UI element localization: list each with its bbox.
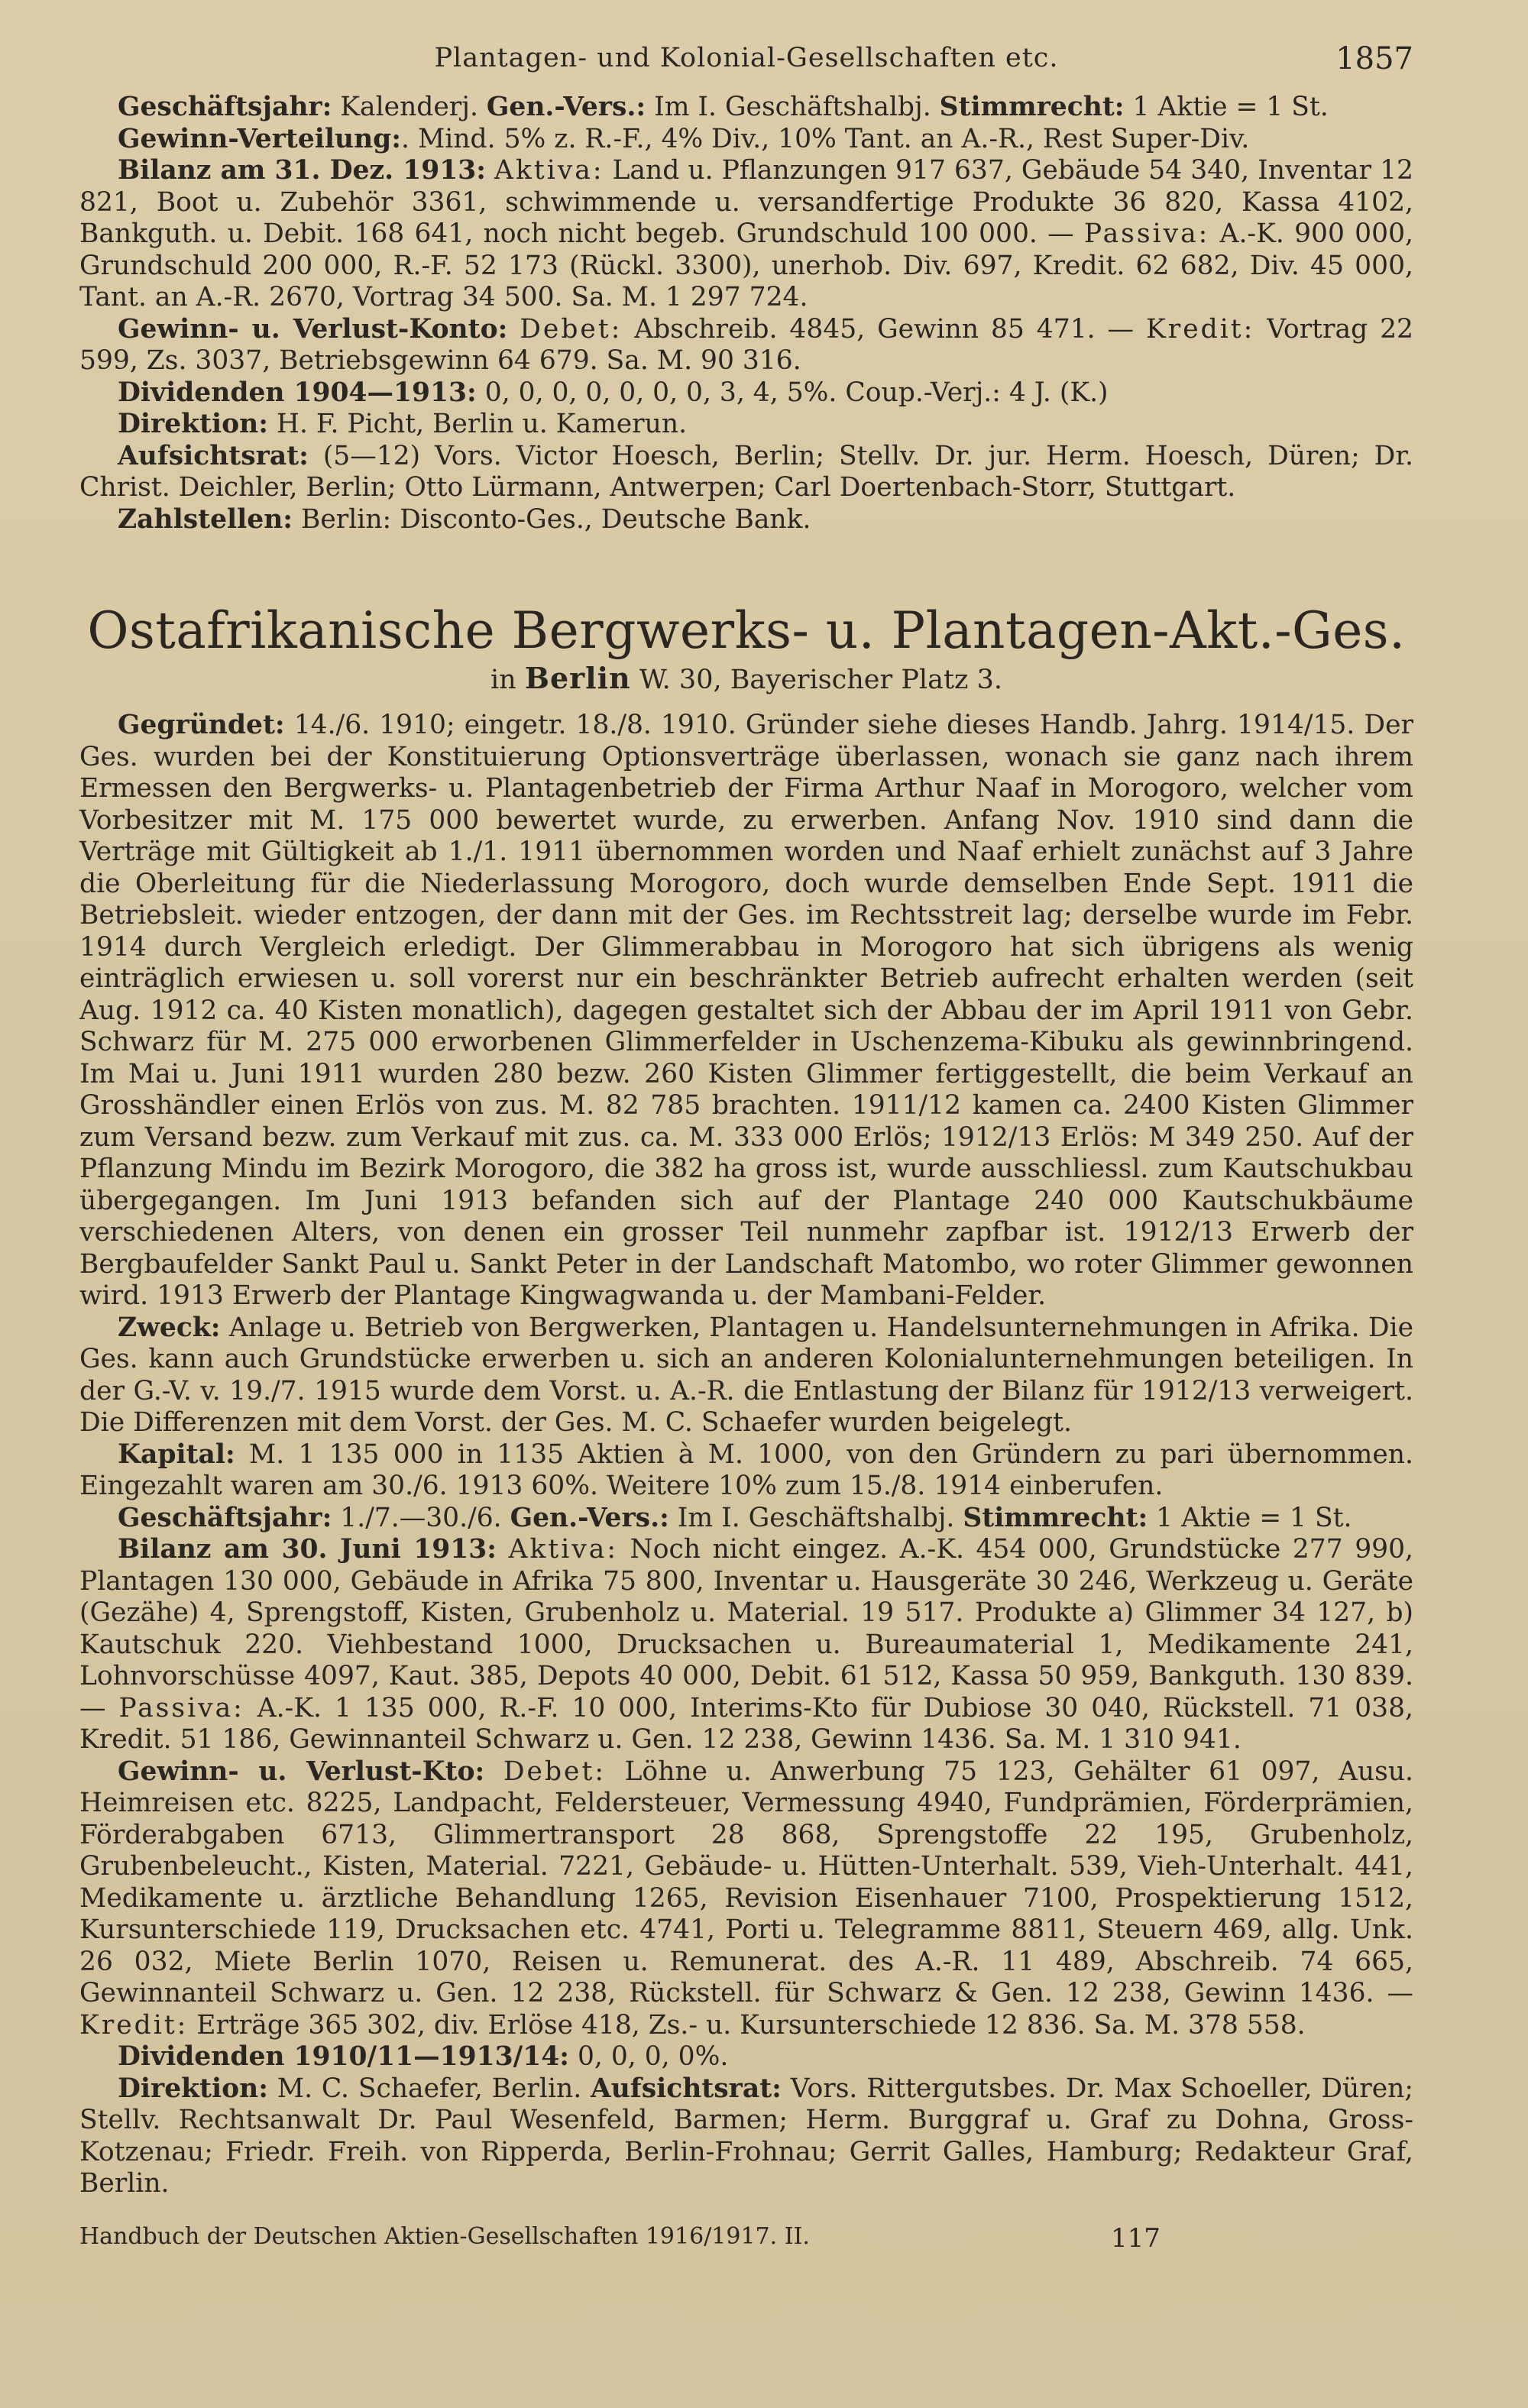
- label: Kredit:: [79, 2009, 189, 2041]
- zweck: [79, 1312, 1413, 1439]
- label: Bilanz am 31. Dez. 1913:: [118, 155, 486, 186]
- label: Aktiva:: [508, 1534, 618, 1565]
- label: Gewinn- u. Verlust-Kto:: [118, 1756, 485, 1787]
- company-address: [79, 659, 1413, 699]
- running-title: Plantagen- und Kolonial-Gesellschaften etc.: [434, 43, 1059, 73]
- label: Kredit:: [1145, 313, 1255, 345]
- dividenden: [79, 2041, 1413, 2073]
- direktion-aufsichtsrat: [79, 2073, 1413, 2200]
- text: M. 1 135 000 in 1135 Aktien à M. 1000, von den Gründern zu pari übernommen. Eingezahlt waren am 30./6. 1913 60%. Weitere 10% zum 15./8. 1914 einberufen.: [79, 1439, 1413, 1501]
- label: Dividenden 1904—1913:: [118, 377, 477, 408]
- gegruendet: [79, 710, 1413, 1312]
- label: Gen.-Vers.:: [486, 92, 646, 122]
- publication-title: Handbuch der Deutschen Aktien-Gesellschaften 1916/1917. II.: [79, 2222, 810, 2250]
- prev-bilanz: [79, 155, 1413, 314]
- prev-direktion: [79, 409, 1413, 441]
- text: Noch nicht eingez. A.-K. 454 000, Grundstücke 277 990, Plantagen 130 000, Gebäude in Afrika 75 800, Inventar u. Hausgeräte 30 246, Werkzeug u. Geräte (Gezähe) 4, Sprengstoff, Kisten, Grubenholz u. Material. 19 517. Produkte a) Glimmer 34 127, b) Kautschuk 220. Viehbestand 1000, Drucksachen u. Bureaumaterial 1, Medikamente 241, Lohnvorschüsse 4097, Kaut. 385, Depots 40 000, Debit. 61 512, Kassa 50 959, Bankguth. 130 839. —: [79, 1534, 1414, 1723]
- label: Aktiva:: [494, 155, 604, 186]
- text: A.-K. 900 000, Grundschuld 200 000, R.-F. 52 173 (Rückl. 3300), unerhob. Div. 697, Kredit. 62 682, Div. 45 000, Tant. an A.-R. 2670, Vortrag 34 500. Sa. M. 1 297 724.: [79, 218, 1413, 312]
- text: Vortrag 22 599, Zs. 3037, Betriebsgewinn 64 679. Sa. M. 90 316.: [79, 313, 1414, 376]
- label: Aufsichtsrat:: [591, 2073, 782, 2104]
- running-head: [79, 43, 1413, 92]
- text: (5—12) Vors. Victor Hoesch, Berlin; Stellv. Dr. jur. Herm. Hoesch, Düren; Dr. Christ. Deichler, Berlin; Otto Lürmann, Antwerpen; Carl Doertenbach-Storr, Stuttgart.: [79, 440, 1413, 503]
- text: Kalenderj.: [332, 92, 487, 122]
- text: Abschreib. 4845, Gewinn 85 471. —: [622, 313, 1146, 345]
- label: Aufsichtsrat:: [118, 440, 309, 471]
- label: Bilanz am 30. Juni 1913:: [118, 1534, 497, 1565]
- city: Berlin: [524, 661, 631, 695]
- label: Kapital:: [118, 1439, 235, 1470]
- sheet-number: 117: [1111, 2222, 1161, 2254]
- text: in: [490, 665, 525, 695]
- label: Passiva:: [118, 1692, 244, 1723]
- text: Land u. Pflanzungen 917 637, Gebäude 54 340, Inventar 12 821, Boot u. Zubehör 3361, schwimmende u. versandfertige Produkte 36 820, Kassa 4102, Bankguth. u. Debit. 168 641, noch nicht begeb. Grundschuld 100 000. —: [79, 155, 1413, 249]
- text: Vors. Rittergutsbes. Dr. Max Schoeller, Düren; Stellv. Rechtsanwalt Dr. Paul Wesenfeld, Barmen; Herm. Burggraf u. Graf zu Dohna, Gross-Kotzenau; Friedr. Freih. von Ripperda, Berlin-Frohnau; Gerrit Galles, Hamburg; Redakteur Graf, Berlin.: [79, 2073, 1413, 2199]
- text: 0, 0, 0, 0, 0, 0, 0, 3, 4, 5%. Coup.-Verj.: 4 J. (K.): [476, 377, 1109, 408]
- text: 0, 0, 0, 0%.: [569, 2041, 729, 2072]
- kapital: [79, 1439, 1413, 1503]
- company-title: Ostafrikanische Bergwerks- u. Plantagen-Akt.-Ges.: [87, 601, 1406, 660]
- prev-gewinnverteilung: [79, 124, 1413, 156]
- bilanz: [79, 1534, 1413, 1756]
- text: 1 Aktie = 1 St.: [1124, 92, 1329, 122]
- text: Berlin: Disconto-Ges., Deutsche Bank.: [293, 503, 811, 535]
- company-entry: [79, 603, 1413, 2200]
- label: Direktion:: [118, 409, 268, 439]
- label: Gewinn- u. Verlust-Konto:: [118, 313, 508, 345]
- previous-company-entry: [79, 92, 1413, 536]
- label: Debet:: [520, 313, 623, 345]
- prev-guv: [79, 314, 1413, 377]
- label: Gegründet:: [118, 710, 285, 740]
- text: Löhne u. Anwerbung 75 123, Gehälter 61 097, Ausu. Heimreisen etc. 8225, Landpacht, Feldersteuer, Vermessung 4940, Fundprämien, Förderprämien, Förderabgaben 6713, Glimmertransport 28 868, Sprengstoffe 22 195, Grubenholz, Grubenbeleucht., Kisten, Material. 7221, Gebäude- u. Hütten-Unterhalt. 539, Vieh-Unterhalt. 441, Medikamente u. ärztliche Behandlung 1265, Revision Eisenhauer 7100, Prospektierung 1512, Kursunterschiede 119, Drucksachen etc. 4741, Porti u. Telegramme 8811, Steuern 469, allg. Unk. 26 032, Miete Berlin 1070, Reisen u. Remunerat. des A.-R. 11 489, Abschreib. 74 665, Gewinnanteil Schwarz u. Gen. 12 238, Rückstell. für Schwarz & Gen. 12 238, Gewinn 1436. —: [79, 1756, 1414, 2008]
- prev-aufsichtsrat: [79, 441, 1413, 504]
- label: Direktion:: [118, 2073, 268, 2104]
- text: Erträge 365 302, div. Erlöse 418, Zs.- u. Kursunterschiede 12 836. Sa. M. 378 558.: [188, 2009, 1306, 2041]
- prev-dividenden: [79, 377, 1413, 409]
- text: Anlage u. Betrieb von Bergwerken, Plantagen u. Handelsunternehmungen in Afrika. Die Ges. kann auch Grundstücke erwerben u. sich an anderen Kolonialunternehmungen beteiligen. In der G.-V. v. 19./7. 1915 wurde dem Vorst. u. A.-R. die Entlastung der Bilanz für 1912/13 verweigert. Die Differenzen mit dem Vorst. der Ges. M. C. Schaefer wurden beigelegt.: [79, 1312, 1413, 1438]
- gewinn-verlust-konto: [79, 1756, 1413, 2042]
- label: Geschäftsjahr:: [118, 92, 332, 122]
- text: 1 Aktie = 1 St.: [1148, 1502, 1352, 1533]
- label: Stimmrecht:: [963, 1502, 1148, 1533]
- text: A.-K. 1 135 000, R.-F. 10 000, Interims-Kto für Dubiose 30 040, Rückstell. 71 038, Kredit. 51 186, Gewinnanteil Schwarz u. Gen. 12 238, Gewinn 1436. Sa. M. 1 310 941.: [79, 1692, 1413, 1755]
- text: W. 30, Bayerischer Platz 3.: [630, 665, 1003, 695]
- page-number: 1857: [1335, 41, 1413, 76]
- label: Gen.-Vers.:: [510, 1502, 669, 1533]
- label: Stimmrecht:: [939, 92, 1125, 122]
- prev-geschaeftsjahr: [79, 92, 1413, 124]
- text: Im I. Geschäftshalbj.: [646, 92, 940, 122]
- text: 1./7.—30./6.: [332, 1502, 510, 1533]
- label: Debet:: [503, 1756, 606, 1787]
- spacer: [79, 536, 1413, 603]
- label: Zahlstellen:: [118, 503, 293, 535]
- text: H. F. Picht, Berlin u. Kamerun.: [267, 409, 688, 439]
- text: 14./6. 1910; eingetr. 18./8. 1910. Gründer siehe dieses Handb. Jahrg. 1914/15. Der Ges. wurden bei der Konstituierung Optionsverträge überlassen, wonach sie ganz nach ihrem Ermessen den Bergwerks- u. Plantagenbetrieb der Firma Arthur Naaf in Morogoro, welcher vom Vorbesitzer mit M. 175 000 bewertet wurde, zu erwerben. Anfang Nov. 1910 sind dann die Verträge mit Gültigkeit ab 1./1. 1911 übernommen worden und Naaf erhielt zunächst auf 3 Jahre die Oberleitung für die Niederlassung Morogoro, doch wurde demselben Ende Sept. 1911 die Betriebsleit. wieder entzogen, der dann mit der Ges. im Rechtsstreit lag; derselbe wurde im Febr. 1914 durch Vergleich erledigt. Der Glimmerabbau in Morogoro hat sich übrigens als wenig einträglich erwiesen u. soll vorerst nur ein beschränkter Betrieb aufrecht erhalten werden (seit Aug. 1912 ca. 40 Kisten monatlich), dagegen gestaltet sich der Abbau der im April 1911 von Gebr. Schwarz für M. 275 000 erworbenen Glimmerfelder in Uschenzema-Kibuku als gewinnbringend. Im Mai u. Juni 1911 wurden 280 bezw. 260 Kisten Glimmer fertiggestellt, die beim Verkauf an Grosshändler einen Erlös von zus. M. 82 785 brachten. 1911/12 kamen ca. 2400 Kisten Glimmer zum Versand bezw. zum Verkauf mit zus. ca. M. 333 000 Erlös; 1912/13 Erlös: M 349 250. Auf der Pflanzung Mindu im Bezirk Morogoro, die 382 ha gross ist, wurde ausschliessl. zum Kautschukbau übergegangen. Im Juni 1913 befanden sich auf der Plantage 240 000 Kautschukbäume verschiedenen Alters, von denen ein grosser Teil nunmehr zapfbar ist. 1912/13 Erwerb der Bergbaufelder Sankt Paul u. Sankt Peter in der Landschaft Matombo, wo roter Glimmer gewonnen wird. 1913 Erwerb der Plantage Kingwagwanda u. der Mambani-Felder.: [79, 710, 1413, 1311]
- label: Dividenden 1910/11—1913/14:: [118, 2041, 569, 2072]
- text: M. C. Schaefer, Berlin.: [267, 2073, 591, 2104]
- label: Geschäftsjahr:: [118, 1502, 332, 1533]
- prev-zahlstellen: [79, 504, 1413, 536]
- geschaeftsjahr: [79, 1503, 1413, 1535]
- page-footer: [79, 2223, 1413, 2261]
- text: Im I. Geschäftshalbj.: [668, 1502, 963, 1533]
- label: Passiva:: [1083, 218, 1210, 249]
- text: . Mind. 5% z. R.-F., 4% Div., 10% Tant. an A.-R., Rest Super-Div.: [401, 123, 1250, 154]
- label: Gewinn-Verteilung:: [118, 123, 402, 154]
- label: Zweck:: [118, 1312, 221, 1343]
